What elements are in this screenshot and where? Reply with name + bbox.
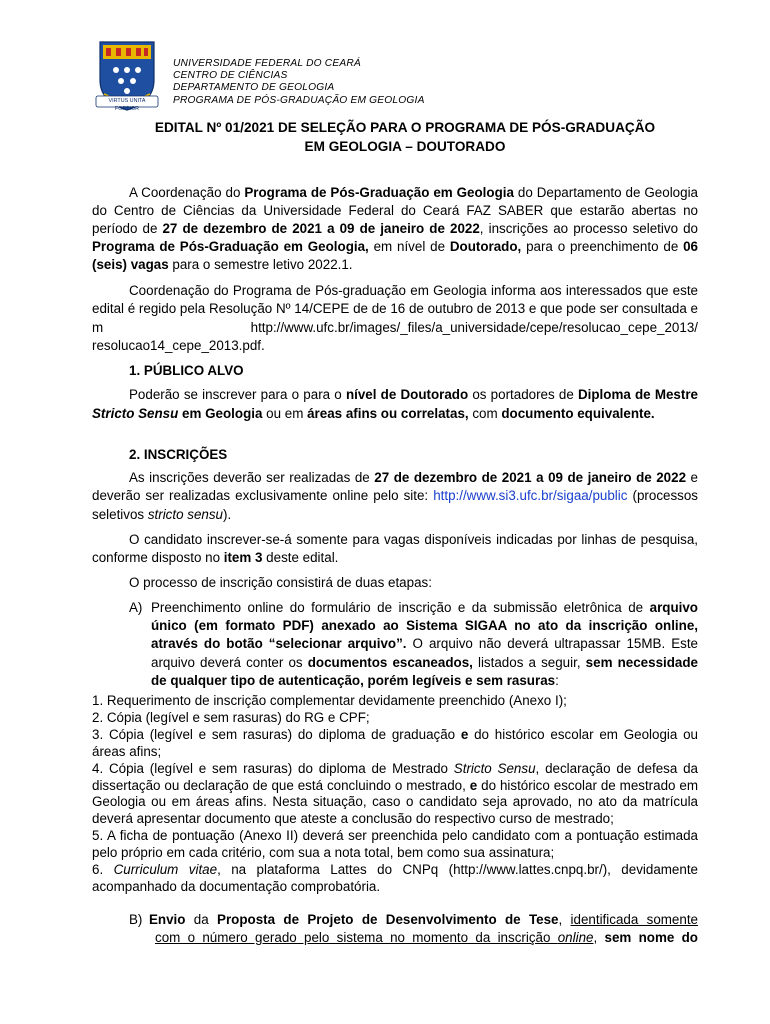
step-a-paragraph: Preenchimento online do formulário de inscrição e da submissão eletrônica de arquivo único (em formato PDF) anexado ao Sistema SIGAA no ato da inscrição online, através do botão “selecionar arquivo”. O arquivo não deverá ultrapassar 15MB. Este arquivo deverá conter os documentos escaneados, listados a seguir, sem necessidade de qualquer tipo de autenticação, porém legíveis e sem rasuras: <box>151 600 698 688</box>
step-b-paragraph: Envio da Proposta de Projeto de Desenvolvimento de Tese, identificada somente <box>149 912 698 927</box>
list-item: 4. Cópia (legível e sem rasuras) do diploma de Mestrado Stricto Sensu, declaração de defesa da dissertação ou declaração de que está concluindo o mestrado, e do histórico escolar de mestrado em Geologia ou em áreas afins. Nesta situação, caso o candidato seja aprovado, no ato da matrícula deverá apresentar documento que ateste a conclusão do respectivo curso de mestrado; <box>92 760 699 827</box>
section-2-paragraph-2: O candidato inscrever-se-á somente para vagas disponíveis indicadas por linhas de pesquisa, conforme disposto no item 3 deste edital. <box>92 532 698 566</box>
section-2-paragraph-1: As inscrições deverão ser realizadas de 27 de dezembro de 2021 a 09 de janeiro de 2022 e deverão ser realizadas exclusivamente online pelo site: http://www.si3.ufc.br/sigaa/public (processos seletivos stricto sensu). <box>92 470 699 522</box>
list-item: 3. Cópia (legível e sem rasuras) do diploma de graduação e do histórico escolar em Geologia ou áreas afins; <box>92 726 698 759</box>
list-item: 5. A ficha de pontuação (Anexo II) deverá ser preenchida pelo candidato com a pontuação estimada pelo próprio em cada critério, com sua a nota total, bem como sua assinatura; <box>92 828 698 861</box>
title-line-2: EM GEOLOGIA – DOUTORADO <box>304 139 506 154</box>
list-item: 6. Curriculum vitae, na plataforma Lattes do CNPq (http://www.lattes.cnpq.br/), devidamente acompanhado da documentação comprobatória. <box>92 862 698 894</box>
header-university: UNIVERSIDADE FEDERAL DO CEARÁ <box>173 58 361 69</box>
step-b-label: B) <box>129 912 143 927</box>
crest-motto: VIRTUS UNITA FORTIOR <box>108 98 146 112</box>
list-item: 2. Cópia (legível e sem rasuras) do RG e CPF; <box>92 709 370 725</box>
list-item: 1. Requerimento de inscrição complementar devidamente preenchido (Anexo I); <box>92 693 567 708</box>
header-center: CENTRO DE CIÊNCIAS <box>173 70 288 82</box>
documents-list <box>92 693 698 896</box>
regulation-paragraph: Coordenação do Programa de Pós-graduação em Geologia informa aos interessados que este edital é regido pela Resolução Nº 14/CEPE de de 16 de outubro de 2013 e que pode ser consultada em http://www.ufc.br/images/_files/a_universidade/cepe/resolucao_cepe_2013/ <box>92 283 698 335</box>
sigaa-link[interactable]: http://www.si3.ufc.br/sigaa/public <box>433 488 628 504</box>
header-department: DEPARTAMENTO DE GEOLOGIA <box>173 82 335 94</box>
title-line-1: EDITAL Nº 01/2021 DE SELEÇÃO PARA O PROGRAMA DE PÓS-GRADUAÇÃO <box>154 120 656 135</box>
header-program: PROGRAMA DE PÓS-GRADUAÇÃO EM GEOLOGIA <box>173 94 425 106</box>
step-b-paragraph-line-2: com o número gerado pelo sistema no momento da inscrição online, sem nome do <box>155 930 698 945</box>
section-2-paragraph-3: O processo de inscrição consistirá de duas etapas: <box>129 575 432 590</box>
section-1-heading: 1. PÚBLICO ALVO <box>129 363 244 378</box>
section-2-heading: 2. INSCRIÇÕES <box>129 447 228 462</box>
section-1-paragraph: Poderão se inscrever para o para o nível de Doutorado os portadores de Diploma de Mestre Stricto Sensu em Geologia ou em áreas afins ou correlatas, com documento equivalente. <box>92 387 698 421</box>
regulation-paragraph-end: resolucao14_cepe_2013.pdf. <box>92 338 265 353</box>
institution-header <box>173 58 573 107</box>
document-title <box>70 118 740 156</box>
intro-paragraph: A Coordenação do Programa de Pós-Graduação em Geologia do Departamento de Geologia do Centro de Ciências da Universidade Federal do Ceará FAZ SABER que estarão abertas no período de 27 de dezembro de 2021 a 09 de janeiro de 2022, inscrições ao processo seletivo do Programa de Pós-Graduação em Geologia, em nível de Doutorado, para o preenchimento de 06 (seis) vagas para o semestre letivo 2022.1. <box>92 185 698 272</box>
step-a-label: A) <box>129 600 143 615</box>
